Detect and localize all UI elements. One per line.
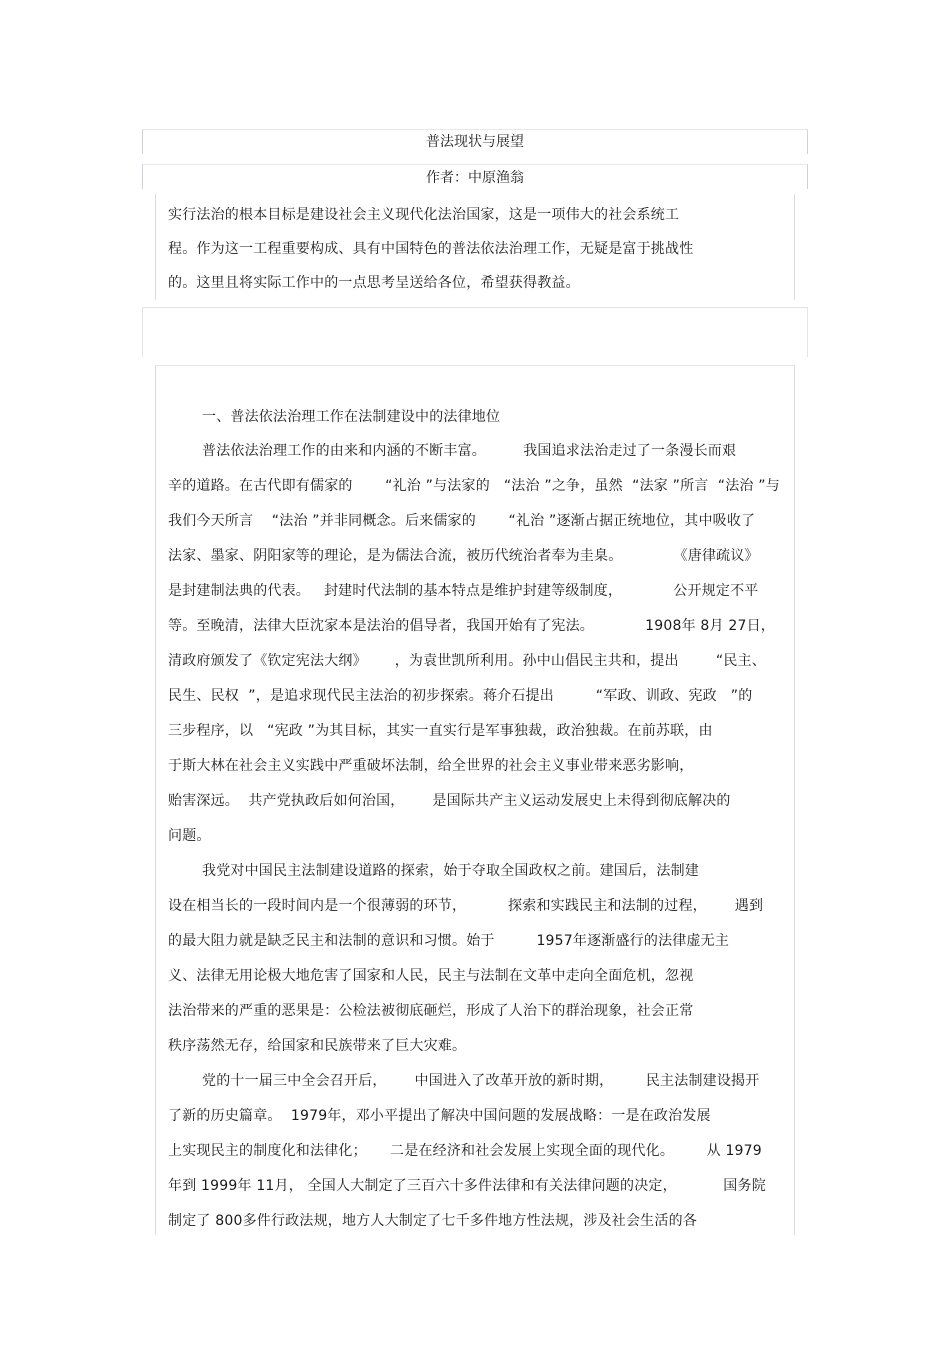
author-bar bbox=[142, 164, 808, 189]
document-author: 作者：中原渔翁 bbox=[426, 170, 524, 186]
body-line: 辛的道路。在古代即有儒家的 “礼治 ”与法家的 “法治 ”之争，虽然 “法家 ”所言 “法治 ”与 bbox=[168, 478, 780, 494]
body-line: 的最大阻力就是缺乏民主和法制的意识和习惯。始于 1957年逐渐盛行的法律虚无主 bbox=[168, 933, 730, 949]
body-line: 问题。 bbox=[168, 828, 211, 844]
body-line: 于斯大林在社会主义实践中严重破坏法制，给全世界的社会主义事业带来恶劣影响， bbox=[168, 758, 694, 774]
body-line: 义、法律无用论极大地危害了国家和人民，民主与法制在文革中走向全面危机，忽视 bbox=[168, 968, 694, 984]
body-line: 普法依法治理工作的由来和内涵的不断丰富。 我国追求法治走过了一条漫长而艰 bbox=[202, 443, 737, 459]
body-line: 民生、民权 ”，是追求现代民主法治的初步探索。蒋介石提出 “军政、训政、宪政 ”的 bbox=[168, 688, 753, 704]
body-line: 清政府颁发了《钦定宪法大纲》 ，为袁世凯所利用。孙中山倡民主共和，提出 “民主、 bbox=[168, 653, 766, 669]
article-body bbox=[155, 365, 795, 1235]
intro-panel bbox=[155, 194, 795, 300]
body-line: 我们今天所言 “法治 ”并非同概念。后来儒家的 “礼治 ”逐渐占据正统地位，其中吸收了 bbox=[168, 513, 756, 529]
intro-line: 程。作为这一工程重要构成、具有中国特色的普法依法治理工作，无疑是富于挑战性 bbox=[168, 241, 694, 257]
section-heading: 一、普法依法治理工作在法制建设中的法律地位 bbox=[202, 409, 501, 425]
body-line: 秩序荡然无存，给国家和民族带来了巨大灾难。 bbox=[168, 1038, 467, 1054]
body-line: 制定了 800多件行政法规，地方人大制定了七千多件地方性法规，涉及社会生活的各 bbox=[168, 1213, 697, 1229]
body-line: 法治带来的严重的恶果是：公检法被彻底砸烂，形成了人治下的群治现象，社会正常 bbox=[168, 1003, 694, 1019]
body-line: 我党对中国民主法制建设道路的探索，始于夺取全国政权之前。建国后，法制建 bbox=[202, 863, 699, 879]
body-line: 等。至晚清，法律大臣沈家本是法治的倡导者，我国开始有了宪法。 1908年 8月 27日， bbox=[168, 618, 776, 634]
title-bar bbox=[142, 129, 808, 154]
body-line: 设在相当长的一段时间内是一个很薄弱的环节， 探索和实践民主和法制的过程， 遇到 bbox=[168, 898, 764, 914]
spacer-panel bbox=[142, 307, 808, 357]
body-line: 上实现民主的制度化和法律化； 二是在经济和社会发展上实现全面的现代化。 从 1979 bbox=[168, 1143, 762, 1159]
intro-line: 的。这里且将实际工作中的一点思考呈送给各位，希望获得教益。 bbox=[168, 275, 580, 291]
body-line: 贻害深远。 共产党执政后如何治国， 是国际共产主义运动发展史上未得到彻底解决的 bbox=[168, 793, 731, 809]
document-title: 普法现状与展望 bbox=[426, 134, 524, 150]
body-line: 了新的历史篇章。 1979年，邓小平提出了解决中国问题的发展战略：一是在政治发展 bbox=[168, 1108, 711, 1124]
body-line: 年到 1999年 11月， 全国人大制定了三百六十多件法律和有关法律问题的决定， 国务院 bbox=[168, 1178, 766, 1194]
body-line: 是封建制法典的代表。 封建时代法制的基本特点是维护封建等级制度， 公开规定不平 bbox=[168, 583, 759, 599]
body-line: 三步程序，以 “宪政 ”为其目标，其实一直实行是军事独裁，政治独裁。在前苏联，由 bbox=[168, 723, 713, 739]
intro-line: 实行法治的根本目标是建设社会主义现代化法治国家，这是一项伟大的社会系统工 bbox=[168, 207, 680, 223]
body-line: 党的十一届三中全会召开后， 中国进入了改革开放的新时期， 民主法制建设揭开 bbox=[202, 1073, 760, 1089]
body-line: 法家、墨家、阴阳家等的理论，是为儒法合流，被历代统治者奉为圭臬。 《唐律疏议》 bbox=[168, 548, 759, 564]
